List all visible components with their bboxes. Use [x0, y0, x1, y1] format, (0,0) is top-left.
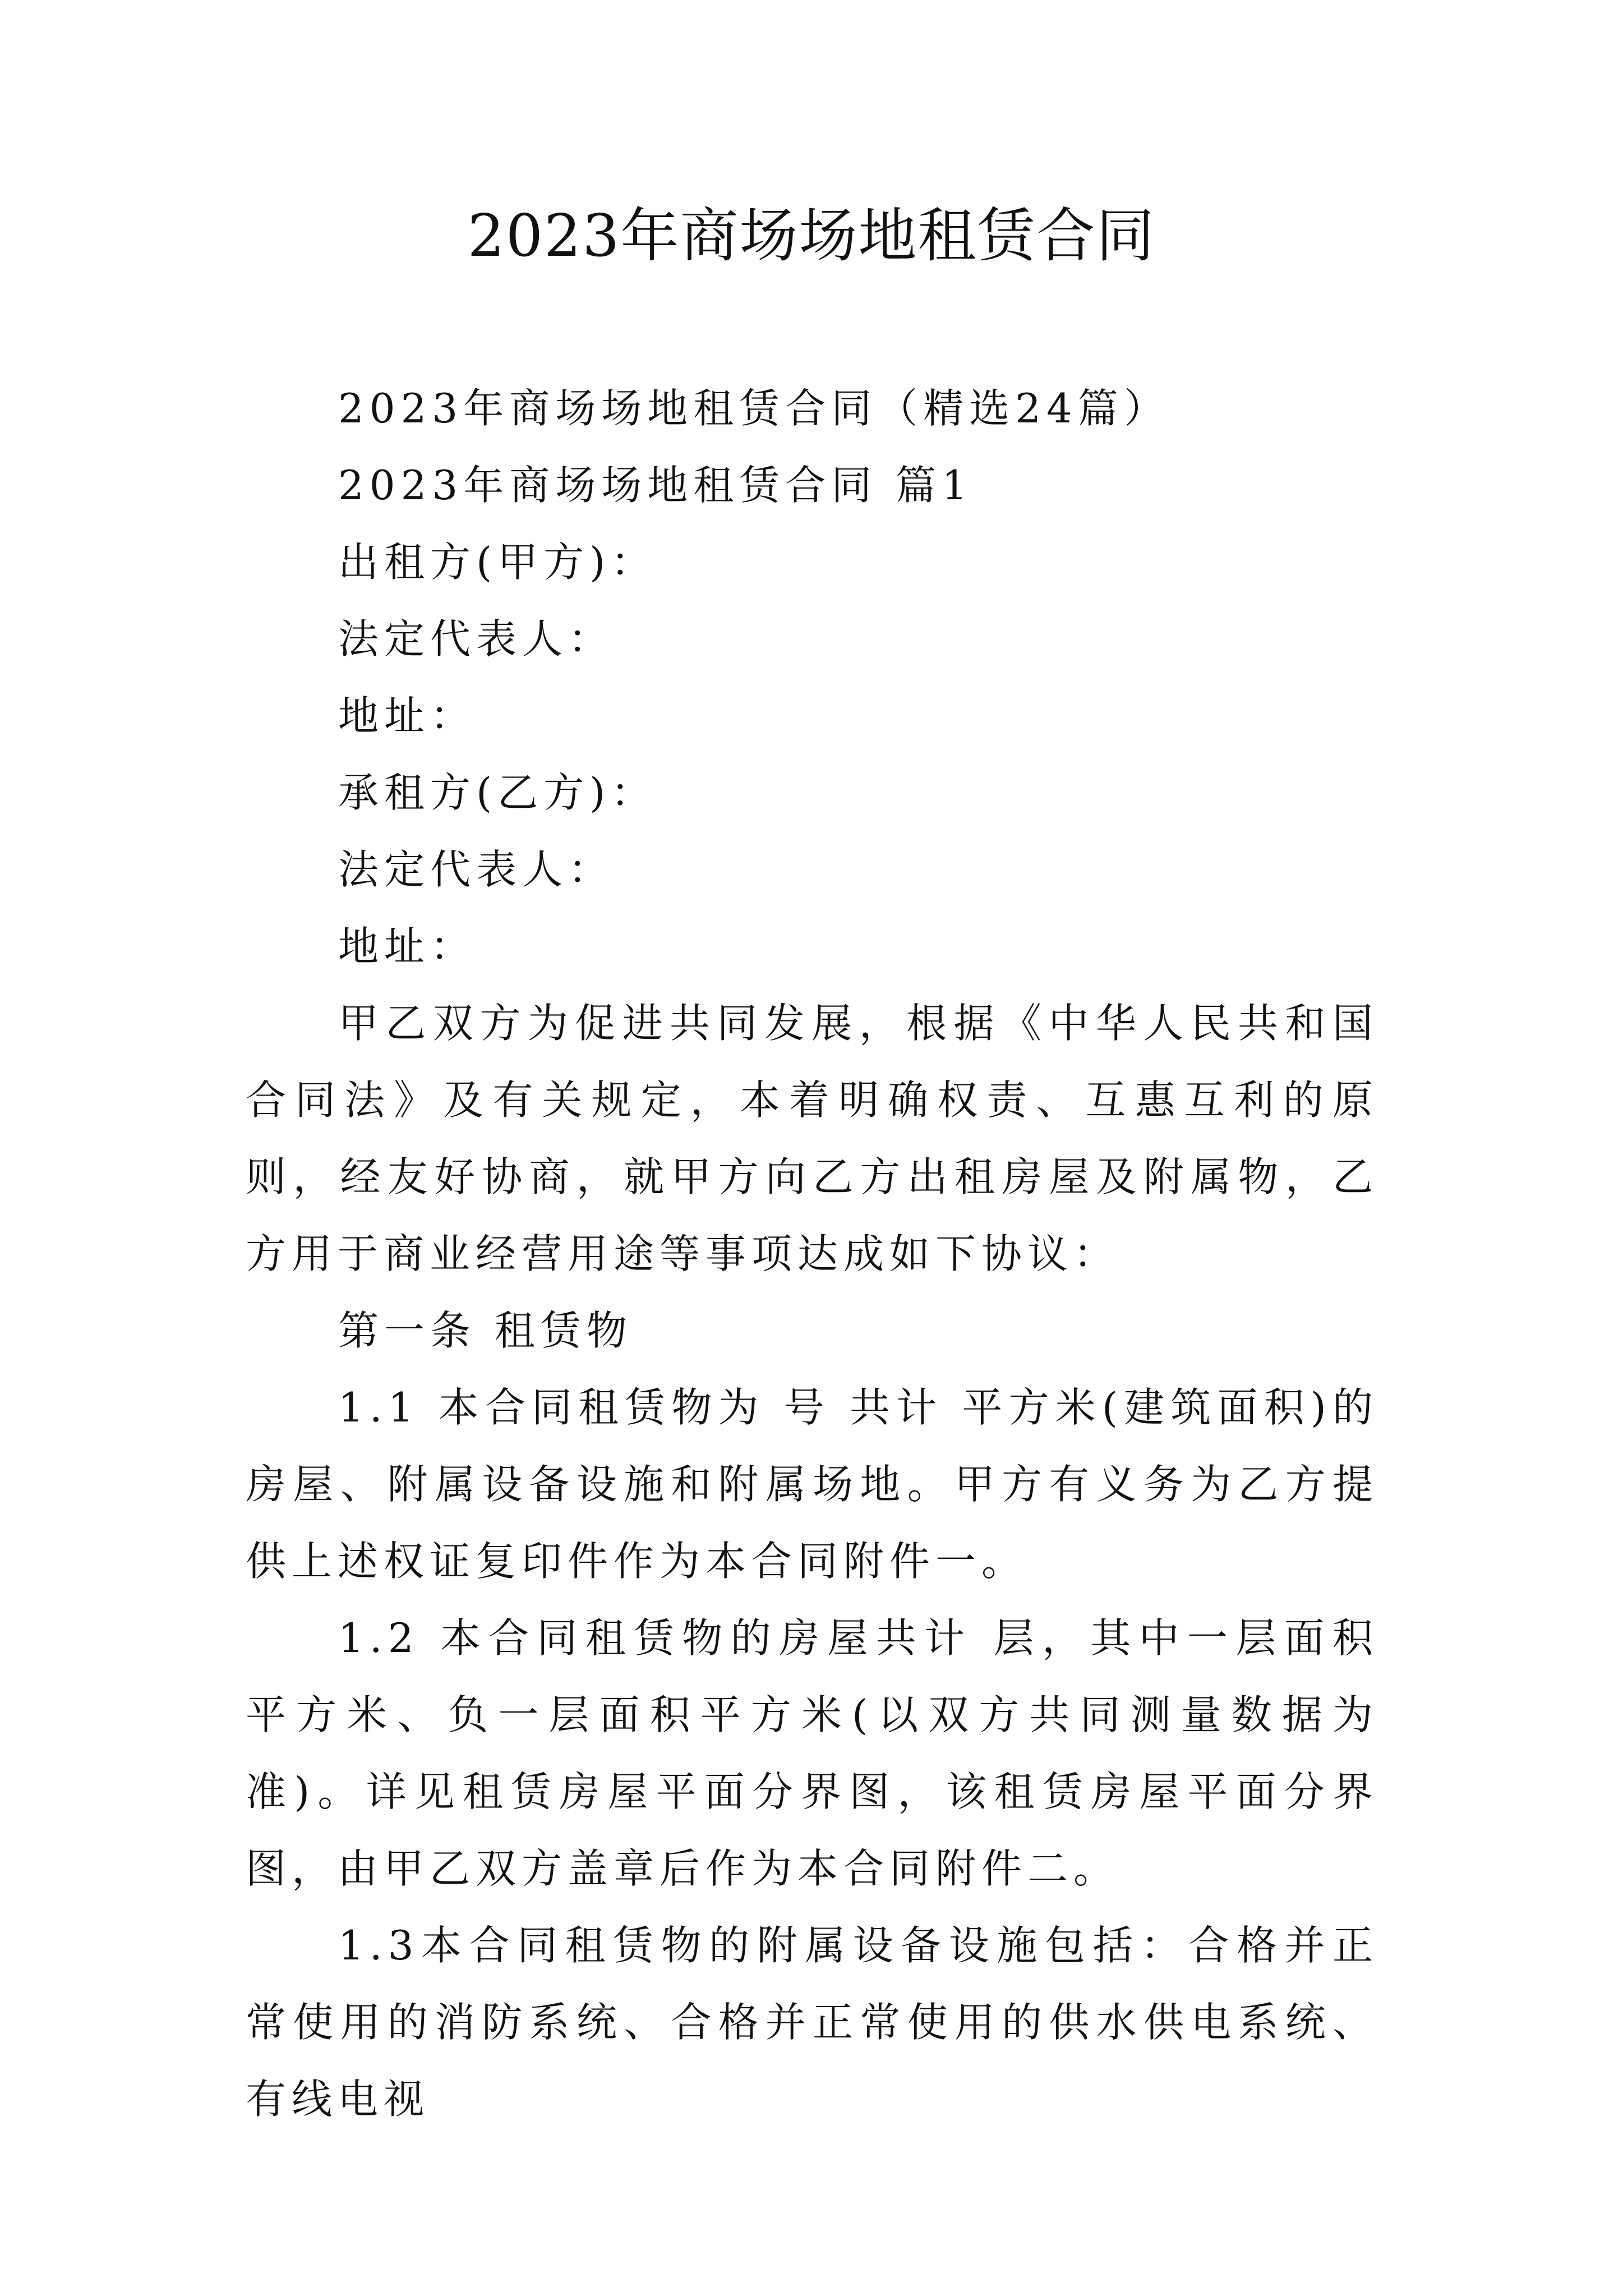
- lessee-representative-label: 法定代表人：: [338, 846, 615, 893]
- clause-1-3: 1.3本合同租赁物的附属设备设施包括：合格并正常使用的消防系统、合格并正常使用的供水供电系统、有线电视: [246, 1922, 1378, 2123]
- article-heading: 第一条 租赁物: [338, 1307, 633, 1354]
- document-title: 2023年商场场地租赁合同: [467, 201, 1156, 270]
- section-heading: 2023年商场场地租赁合同 篇1: [338, 462, 973, 509]
- lessee-label: 承租方(乙方)：: [338, 769, 657, 816]
- lessor-representative-label: 法定代表人：: [338, 615, 615, 662]
- subtitle-line: 2023年商场场地租赁合同（精选24篇）: [338, 385, 1170, 432]
- clause-1-2: 1.2 本合同租赁物的房屋共计 层，其中一层面积 平方米、负一层面积平方米(以双方共同测量数据为准)。详见租赁房屋平面分界图，该租赁房屋平面分界图，由甲乙双方盖章后作为本合同附件二。: [246, 1614, 1378, 1892]
- lessor-address-label: 地址：: [338, 692, 477, 739]
- clause-1-1: 1.1 本合同租赁物为 号 共计 平方米(建筑面积)的房屋、附属设备设施和附属场地。甲方有义务为乙方提供上述权证复印件作为本合同附件一。: [246, 1384, 1378, 1585]
- document-body: [246, 370, 1378, 2138]
- lessor-label: 出租方(甲方)：: [338, 539, 657, 586]
- preamble-paragraph: 甲乙双方为促进共同发展，根据《中华人民共和国合同法》及有关规定，本着明确权责、互惠互利的原则，经友好协商，就甲方向乙方出租房屋及附属物，乙方用于商业经营用途等事项达成如下协议：: [246, 1000, 1378, 1277]
- lessee-address-label: 地址：: [338, 923, 477, 970]
